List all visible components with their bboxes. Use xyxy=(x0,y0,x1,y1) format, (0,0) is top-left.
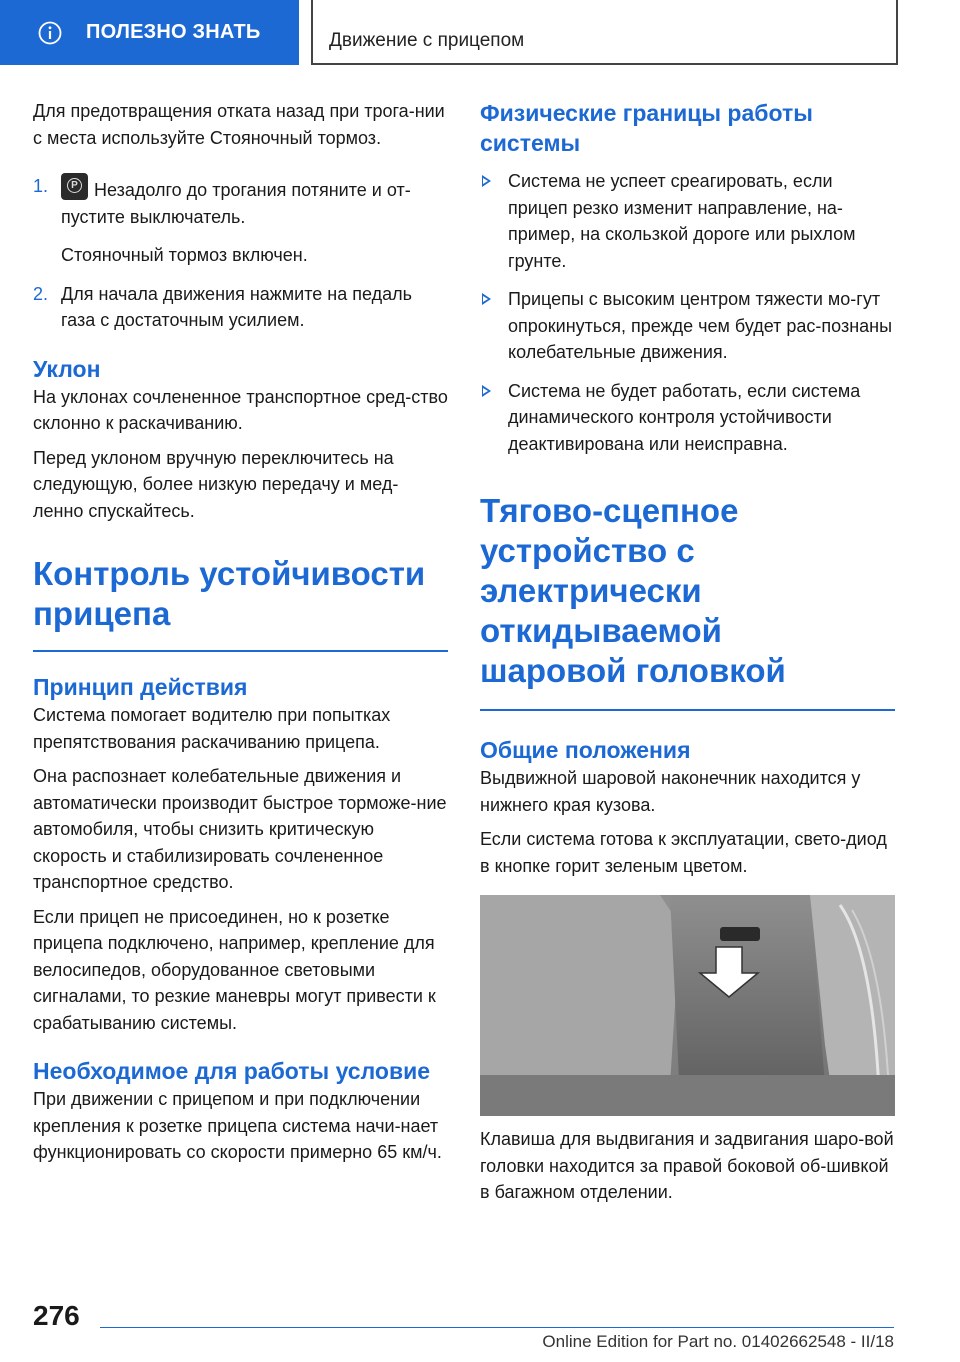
control-heading: Контроль устойчивости прицепа xyxy=(33,555,426,632)
parking-brake-icon xyxy=(61,173,88,200)
heading-rule xyxy=(480,709,895,711)
principle-paragraph-1: Система помогает водителю при попытках препятствования раскачиванию прицепа. xyxy=(33,705,391,752)
list-item xyxy=(33,281,448,334)
header-tab-label: ПОЛЕЗНО ЗНАТЬ xyxy=(86,21,261,43)
page-number: 276 xyxy=(33,1300,80,1331)
general-paragraph-2: Если система готова к эксплуатации, свето-диод в кнопке горит зеленым цветом. xyxy=(480,829,887,876)
step-text: Для начала движения нажмите на педаль газа с достаточным усилием. xyxy=(61,283,412,330)
list-item-text: Прицепы с высоким центром тяжести мо-гут опрокинуться, прежде чем будет рас-познаны колебательные движения. xyxy=(508,289,893,362)
info-icon xyxy=(38,21,62,45)
heading-rule xyxy=(33,650,448,652)
list-item xyxy=(480,286,895,366)
conditions-heading: Необходимое для работы условие xyxy=(33,1058,431,1084)
edition-footer: Online Edition for Part no. 01402662548 - II/18 xyxy=(542,1332,894,1351)
list-item-text: Система не будет работать, если система динамического контроля устойчивости деактивирована или неисправна. xyxy=(508,380,861,454)
right-column xyxy=(480,98,895,1214)
list-item xyxy=(480,168,895,274)
step-text: Незадолго до трогания потяните и от-пустите выключатель. xyxy=(61,180,411,227)
triangle-bullet-icon xyxy=(482,175,491,187)
section-title-box xyxy=(311,0,898,65)
step-number: 1. xyxy=(33,176,49,196)
general-heading: Общие положения xyxy=(480,737,691,763)
tow-hitch-heading: Тягово-сцепное устройство с электрически откидываемой шаровой головкой xyxy=(480,492,786,689)
step-number: 2. xyxy=(33,283,49,304)
principle-heading: Принцип действия xyxy=(33,674,248,700)
slope-paragraph-2: Перед уклоном вручную переключитесь на следующую, более низкую передачу и мед-ленно спускайтесь. xyxy=(33,447,399,521)
slope-paragraph-1: На уклонах сочлененное транспортное сред-ство склонно к раскачиванию. xyxy=(33,386,448,433)
list-item xyxy=(480,378,895,458)
step-result: Стояночный тормоз включен. xyxy=(61,245,308,265)
triangle-bullet-icon xyxy=(482,385,491,397)
conditions-paragraph: При движении с прицепом и при подключении крепления к розетке прицепа система начи-нает функционировать со скорости примерно 65 км/ч. xyxy=(33,1089,442,1162)
photo-caption: Клавиша для выдвигания и задвигания шаро-вой головки находится за правой боковой об-шивкой в багажном отделении. xyxy=(480,1129,894,1202)
list-item xyxy=(33,173,448,269)
limits-heading: Физические границы работы системы xyxy=(480,100,813,156)
principle-paragraph-2: Она распознает колебательные движения и автоматически производит быстрое торможе-ние автомобиля, чтобы снизить критическую скорость и стабилизировать сочлененное транспортное средство. xyxy=(33,766,447,892)
general-paragraph-1: Выдвижной шаровой наконечник находится у нижнего края кузова. xyxy=(480,768,861,815)
list-item-text: Система не успеет среагировать, если прицеп резко изменит направление, на-пример, на скользкой дороге или рыхлом грунте. xyxy=(508,171,856,271)
footer-rule xyxy=(100,1327,894,1328)
trunk-photo xyxy=(480,895,895,1116)
limits-list xyxy=(480,168,895,457)
header-tab xyxy=(0,0,299,65)
slope-heading: Уклон xyxy=(33,355,101,382)
intro-paragraph: Для предотвращения отката назад при трога-нии с места используйте Стояночный тормоз. xyxy=(33,101,445,148)
triangle-bullet-icon xyxy=(482,293,491,305)
section-title: Движение с прицепом xyxy=(329,30,525,51)
steps-list xyxy=(33,173,448,334)
left-column xyxy=(33,98,448,1174)
principle-paragraph-3: Если прицеп не присоединен, но к розетке прицепа подключено, например, крепление для велосипедов, оборудованное световыми сигналами, то резкие маневры могут привести к срабатыванию системы. xyxy=(33,906,436,1033)
